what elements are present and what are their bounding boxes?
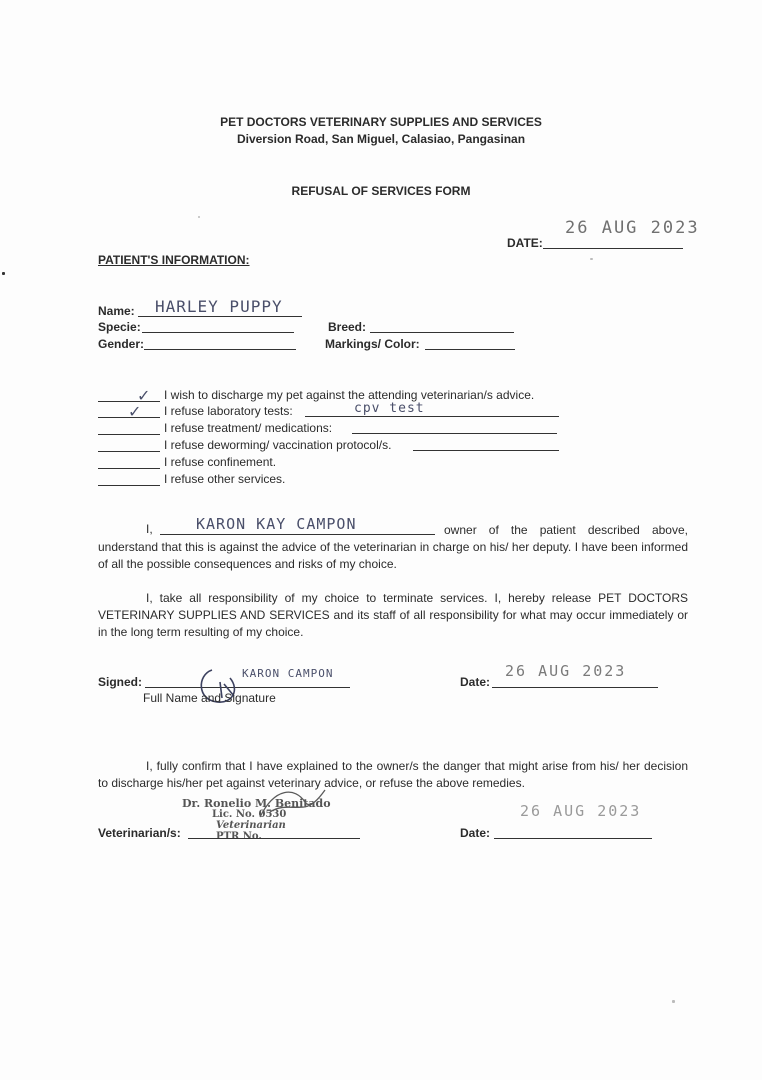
date-line-top[interactable] — [543, 248, 683, 249]
option-blank-5[interactable] — [98, 468, 160, 469]
org-address: Diversion Road, San Miguel, Calasiao, Pangasinan — [236, 132, 526, 146]
lab-tests-line[interactable] — [305, 416, 559, 417]
owner-date-line[interactable] — [492, 687, 658, 688]
scan-speck — [672, 1000, 675, 1003]
specie-label: Specie: — [98, 320, 141, 334]
option-blank-6[interactable] — [98, 485, 160, 486]
checkmark-icon: ✓ — [137, 386, 151, 405]
breed-field-line[interactable] — [370, 332, 514, 333]
vet-signature-scribble-icon — [250, 782, 330, 827]
lab-tests-value: cpv test — [354, 401, 425, 416]
signed-label: Signed: — [98, 675, 142, 689]
vet-label: Veterinarian/s: — [98, 826, 181, 840]
option-other-text: I refuse other services. — [164, 472, 286, 486]
statement-paragraph-1: owner of the patient described above, understand that this is against the advice of the veterinarian in charge on his/ her deputy. I have been informed of all the possible consequences and risks of my choice. — [98, 523, 688, 571]
vet-date-line[interactable] — [494, 838, 652, 839]
deworming-line[interactable] — [413, 450, 559, 451]
vet-stamp-license: Lic. No. 0530 — [212, 809, 287, 820]
option-discharge-text: I wish to discharge my pet against the attending veterinarian/s advice. — [164, 388, 535, 402]
option-treatment-text: I refuse treatment/ medications: — [164, 421, 333, 435]
vet-date-label: Date: — [460, 826, 491, 840]
statement-paragraph-2: I, take all responsibility of my choice to terminate services. I, hereby release PET DOCTORS VETERINARY SUPPLIES AND SERVICES and its staff of all responsibility for what may occur immediately or in the long term resulting of my choice. — [98, 591, 688, 639]
patient-section-title: PATIENT'S INFORMATION: — [98, 253, 250, 267]
scan-speck — [2, 272, 5, 275]
signature-caption: Full Name and Signature — [143, 691, 276, 705]
owner-date-stamp: 26 AUG 2023 — [505, 662, 627, 680]
statement-i-label: I, — [146, 522, 153, 536]
org-name: PET DOCTORS VETERINARY SUPPLIES AND SERVICES — [220, 115, 542, 129]
option-blank-4[interactable] — [98, 451, 160, 452]
form-title: REFUSAL OF SERVICES FORM — [291, 184, 471, 198]
treatment-line[interactable] — [352, 433, 557, 434]
vet-stamp-ptr: PTR No. — [216, 831, 262, 842]
vet-stamp-role: Veterinarian — [216, 820, 286, 831]
markings-label: Markings/ Color: — [325, 337, 420, 351]
specie-field-line[interactable] — [142, 332, 294, 333]
name-label: Name: — [98, 304, 135, 318]
owner-name-value: KARON KAY CAMPON — [196, 515, 357, 533]
gender-field-line[interactable] — [144, 349, 296, 350]
scan-speck — [590, 258, 593, 260]
vet-date-stamp: 26 AUG 2023 — [520, 802, 642, 820]
option-blank-3[interactable] — [98, 434, 160, 435]
option-lab-tests-text: I refuse laboratory tests: — [164, 404, 293, 418]
owner-date-label: Date: — [460, 675, 491, 689]
name-field-line[interactable] — [138, 316, 302, 317]
vet-signature-line[interactable] — [188, 838, 360, 839]
scan-speck — [198, 216, 200, 218]
vet-confirm-paragraph: I, fully confirm that I have explained to the owner/s the danger that might arise from his/ her decision to discharge his/her pet against veterinary advice, or refuse the above remedies. — [98, 759, 688, 790]
breed-label: Breed: — [328, 320, 367, 334]
gender-label: Gender: — [98, 337, 145, 351]
date-stamp-top: 26 AUG 2023 — [565, 218, 700, 238]
checkmark-icon: ✓ — [128, 402, 142, 421]
option-deworming-text: I refuse deworming/ vaccination protocol/s. — [164, 438, 392, 452]
markings-field-line[interactable] — [425, 349, 515, 350]
signature-name: KARON CAMPON — [242, 667, 334, 680]
option-confinement-text: I refuse confinement. — [164, 455, 277, 469]
name-value: HARLEY PUPPY — [155, 297, 283, 316]
date-label-top: DATE: — [507, 236, 543, 250]
vet-stamp-name: Dr. Ronelio M. Benitado — [182, 797, 331, 810]
